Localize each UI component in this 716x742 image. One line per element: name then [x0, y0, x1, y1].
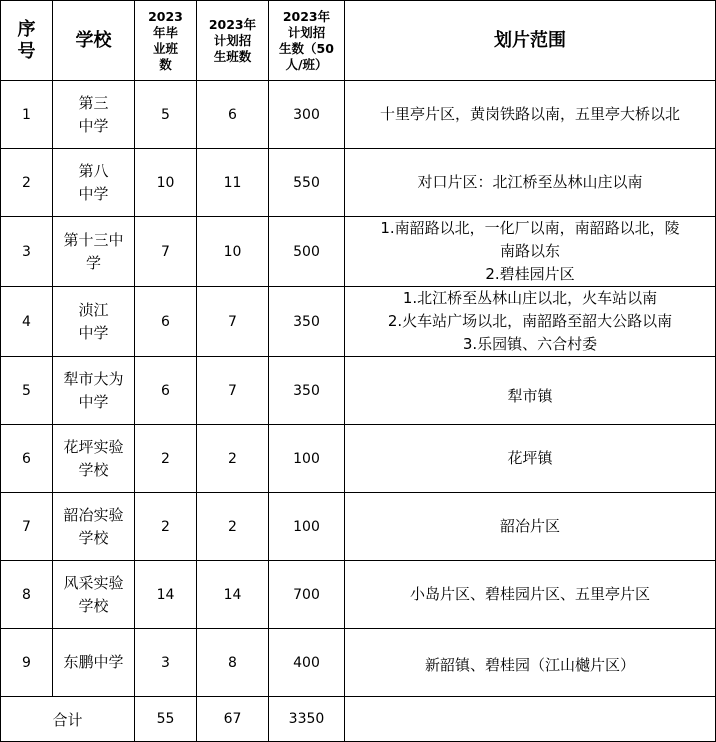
- header-grad-line: 业班: [152, 40, 178, 56]
- range-line: 犁市镇: [507, 387, 553, 405]
- cell-school: [53, 217, 135, 287]
- school-line: 中学: [78, 323, 109, 342]
- school-line: 中学: [78, 116, 109, 135]
- header-grad-line: 数: [159, 56, 172, 72]
- cell-range: [345, 493, 716, 561]
- school-line: 风采实验: [63, 573, 124, 592]
- header-plan-classes-line: 2023年: [208, 16, 257, 32]
- header-grad-line: 2023: [148, 8, 183, 24]
- school-line: 学校: [78, 460, 109, 479]
- cell-school: [53, 561, 135, 629]
- cell-seq: 7: [1, 493, 53, 561]
- header-grad-line: 年毕: [152, 24, 178, 40]
- cell-seq: 2: [1, 149, 53, 217]
- school-line: 中学: [78, 392, 109, 411]
- table-row: [1, 287, 716, 357]
- cell-plan-students: 300: [269, 81, 345, 149]
- cell-school: [53, 425, 135, 493]
- total-plan-students: 3350: [269, 697, 345, 742]
- cell-range: [345, 561, 716, 629]
- cell-grad: 10: [135, 149, 197, 217]
- cell-plan-classes: 6: [197, 81, 269, 149]
- cell-school: [53, 81, 135, 149]
- cell-plan-classes: 2: [197, 493, 269, 561]
- cell-grad: 6: [135, 287, 197, 357]
- school-line: 第十三中: [63, 230, 124, 249]
- cell-plan-classes: 2: [197, 425, 269, 493]
- school-line: 中学: [78, 184, 109, 203]
- header-plan-students-line: 人/班）: [285, 56, 328, 72]
- cell-plan-classes: 7: [197, 287, 269, 357]
- school-line: 学校: [78, 528, 109, 547]
- cell-plan-classes: 14: [197, 561, 269, 629]
- header-plan-classes-line: 生班数: [213, 48, 252, 64]
- range-line: 十里亭片区，黄岗铁路以南，五里亭大桥以北: [379, 105, 680, 123]
- table-row: [1, 357, 716, 425]
- cell-plan-students: 400: [269, 629, 345, 697]
- header-plan-students-line: 2023年: [282, 8, 331, 24]
- table-row: [1, 81, 716, 149]
- cell-seq: 9: [1, 629, 53, 697]
- school-line: 学校: [78, 596, 109, 615]
- cell-seq: 6: [1, 425, 53, 493]
- cell-range: [345, 287, 716, 357]
- cell-grad: 3: [135, 629, 197, 697]
- table-row: [1, 561, 716, 629]
- total-label: 合计: [1, 697, 135, 742]
- cell-plan-students: 350: [269, 357, 345, 425]
- cell-plan-classes: 11: [197, 149, 269, 217]
- cell-plan-students: 350: [269, 287, 345, 357]
- range-line: 1.北江桥至丛林山庄以北，火车站以南: [402, 289, 658, 307]
- cell-plan-classes: 10: [197, 217, 269, 287]
- header-row: [1, 1, 716, 81]
- school-line: 花坪实验: [63, 437, 124, 456]
- cell-grad: 7: [135, 217, 197, 287]
- cell-plan-students: 700: [269, 561, 345, 629]
- school-line: 东鹏中学: [63, 653, 124, 671]
- range-line: 小岛片区、碧桂园片区、五里亭片区: [409, 585, 650, 603]
- cell-plan-students: 100: [269, 493, 345, 561]
- school-line: 浈江: [78, 300, 109, 319]
- cell-seq: 3: [1, 217, 53, 287]
- cell-range: [345, 629, 716, 697]
- school-line: 第三: [78, 93, 109, 112]
- cell-school: [53, 149, 135, 217]
- range-line: 对口片区：北江桥至丛林山庄以南: [417, 173, 643, 191]
- cell-plan-classes: 7: [197, 357, 269, 425]
- school-line: 学: [85, 253, 101, 272]
- cell-range: [345, 425, 716, 493]
- range-line: 1.南韶路以北，一化厂以南，南韶路以北，陵: [380, 219, 680, 237]
- range-line: 新韶镇、碧桂园（江山樾片区）: [424, 656, 635, 674]
- cell-plan-students: 550: [269, 149, 345, 217]
- header-plan-students-line: 计划招: [287, 24, 326, 40]
- header-plan-classes: [197, 1, 269, 81]
- cell-school: [53, 287, 135, 357]
- range-line: 2.碧桂园片区: [485, 265, 575, 283]
- header-grad-classes: [135, 1, 197, 81]
- header-seq-line: 序: [17, 18, 36, 40]
- cell-seq: 4: [1, 287, 53, 357]
- header-seq-line: 号: [17, 40, 36, 62]
- school-line: 第八: [78, 161, 109, 180]
- header-plan-students: [269, 1, 345, 81]
- cell-plan-classes: 8: [197, 629, 269, 697]
- table-row: [1, 217, 716, 287]
- total-plan-classes: 67: [197, 697, 269, 742]
- table-row: [1, 493, 716, 561]
- cell-school: [53, 629, 135, 697]
- cell-seq: 1: [1, 81, 53, 149]
- table-row: [1, 629, 716, 697]
- cell-plan-students: 500: [269, 217, 345, 287]
- cell-plan-students: 100: [269, 425, 345, 493]
- cell-seq: 8: [1, 561, 53, 629]
- header-plan-students-line: 生数（50: [279, 40, 334, 56]
- table-row: [1, 149, 716, 217]
- cell-range: [345, 149, 716, 217]
- header-seq: [1, 1, 53, 81]
- total-grad: 55: [135, 697, 197, 742]
- cell-school: [53, 357, 135, 425]
- cell-range: [345, 217, 716, 287]
- header-range: 划片范围: [345, 1, 716, 81]
- cell-range: [345, 357, 716, 425]
- cell-school: [53, 493, 135, 561]
- cell-grad: 5: [135, 81, 197, 149]
- school-line: 韶冶实验: [63, 505, 124, 524]
- cell-grad: 14: [135, 561, 197, 629]
- range-line: 花坪镇: [507, 449, 553, 467]
- table-row: [1, 425, 716, 493]
- school-line: 犁市大为: [63, 369, 124, 388]
- cell-seq: 5: [1, 357, 53, 425]
- cell-range: [345, 81, 716, 149]
- cell-grad: 6: [135, 357, 197, 425]
- range-line: 韶冶片区: [499, 517, 560, 535]
- range-line: 南路以东: [499, 242, 560, 260]
- range-line: 3.乐园镇、六合村委: [462, 335, 598, 353]
- cell-grad: 2: [135, 425, 197, 493]
- cell-grad: 2: [135, 493, 197, 561]
- range-line: 2.火车站广场以北，南韶路至韶大公路以南: [387, 312, 673, 330]
- header-school: 学校: [53, 1, 135, 81]
- header-plan-classes-line: 计划招: [213, 32, 252, 48]
